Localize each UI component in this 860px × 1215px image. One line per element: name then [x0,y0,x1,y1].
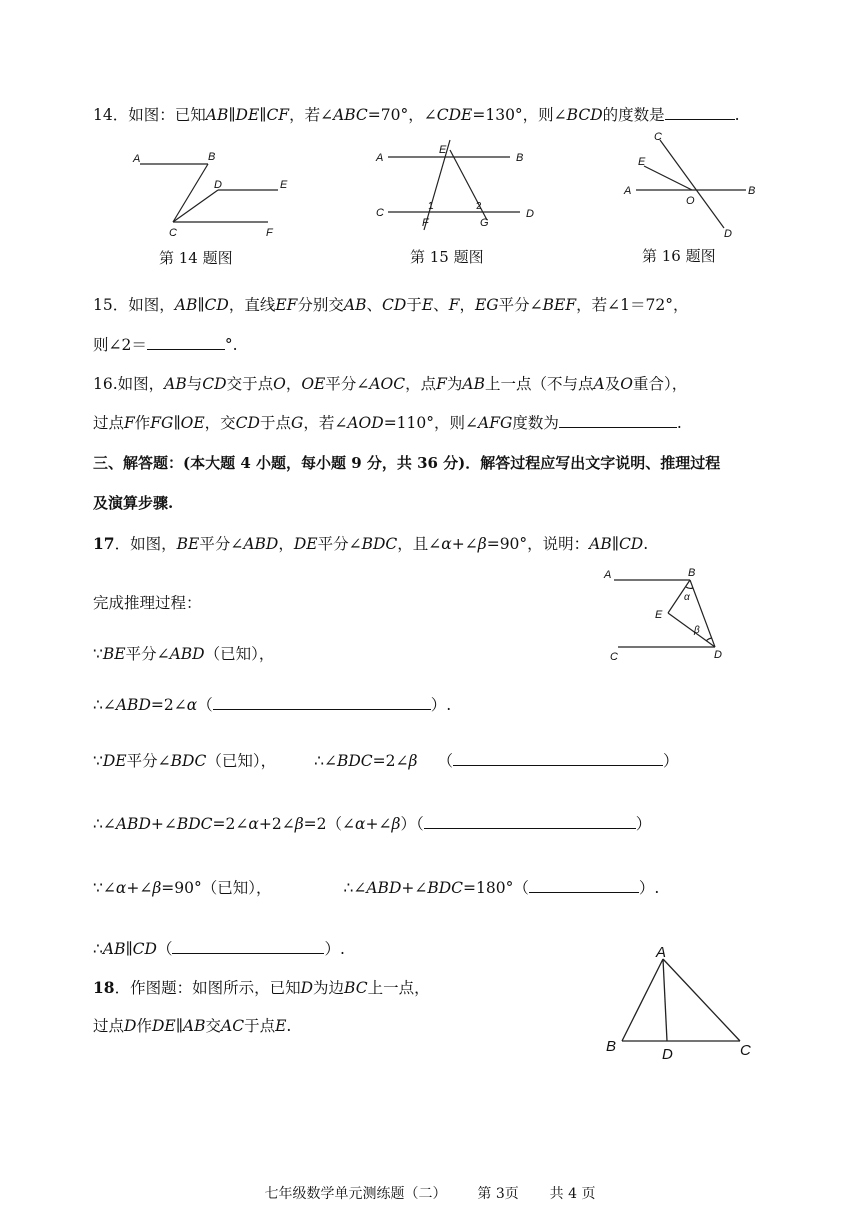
q17-reason-blank-5[interactable] [172,938,324,954]
fig15-label-f: F [422,217,429,229]
q17-reason-blank-1[interactable] [213,694,431,710]
fig17-angle-alpha-arc [686,587,693,588]
fig17-label-b: B [688,567,696,579]
q17-step-5: ∵∠α+∠β=90°（已知）， ∴∠ABD+∠BDC=180°（ ）. [93,879,660,897]
caption-fig14: 第 14 题图 [159,249,233,267]
fig16-label-e: E [638,156,646,168]
q17-reason-blank-2[interactable] [453,750,663,766]
fig17-label-d: D [714,649,722,661]
figure-14 [128,148,308,238]
fig17-line-ed [668,613,715,647]
fig16-label-o: O [686,195,695,207]
caption-fig16: 第 16 题图 [642,247,716,265]
fig15-label-2: 2 [476,201,482,212]
q17-step-6: ∴AB∥CD（ ）. [93,940,345,958]
q17-complete-prompt: 完成推理过程： [93,594,202,612]
figure-16 [620,128,770,238]
fig14-label-b: B [208,151,216,163]
q17-step-3: ∵DE平分∠BDC（已知）， ∴∠BDC=2∠β （ ） [93,752,679,770]
question-17: 17．如图，BE平分∠ABD，DE平分∠BDC，且∠α+∠β=90°，说明：AB∥CD. [93,534,649,553]
question-14: 14．如图：已知AB∥DE∥CF，若∠ABC=70°，∠CDE=130°，则∠BCD的度数是 . [93,106,740,124]
fig18-label-a: A [656,944,667,961]
figure-15 [370,140,550,240]
q17-step-2: ∴∠ABD=2∠α（ ）. [93,696,452,714]
fig17-label-e: E [655,609,663,621]
fig14-label-f: F [266,227,273,239]
fig14-line-cd [173,190,218,222]
fig14-label-d: D [214,179,222,191]
question-15-line1: 15．如图，AB∥CD，直线EF分别交AB、CD于E、F，EG平分∠BEF，若∠1＝72°， [93,296,689,314]
fig15-label-c: C [376,207,384,219]
figure-18 [600,945,770,1065]
fig16-label-d: D [724,228,732,240]
fig17-line-bd [690,580,715,647]
fig15-label-d: D [526,208,534,220]
question-15-line2: 则∠2＝ °. [93,336,238,354]
page-footer [0,1183,860,1203]
fig17-label-alpha: α [684,592,690,603]
question-16-line2: 过点F作FG∥OE，交CD于点G，若∠AOD=110°，则∠AFG度数为 . [93,414,682,432]
q17-step-4: ∴∠ABD+∠BDC=2∠α+2∠β=2（∠α+∠β）（ ） [93,815,652,833]
fig15-label-1: 1 [428,201,434,212]
fig17-label-beta: β [694,625,700,636]
fig17-angle-beta-arc [706,638,712,641]
footer-title: 七年级数学单元测练题（二） [264,1186,447,1202]
fig16-line-cd [660,140,724,228]
fig14-label-a: A [133,153,141,165]
q17-reason-blank-3[interactable] [424,813,636,829]
fig17-label-a: A [604,569,612,581]
fig16-label-a: A [624,185,632,197]
section-3-heading: 三、解答题：(本大题 4 小题，每小题 9 分，共 36 分)．解答过程应写出文字说明、推理过程 [93,454,721,472]
fig14-label-e: E [280,179,288,191]
fig15-label-a: A [376,152,384,164]
question-18-line2: 过点D作DE∥AB交AC于点E. [93,1017,292,1035]
question-16-line1: 16.如图，AB与CD交于点O，OE平分∠AOC，点F为AB上一点（不与点A及O重合）， [93,375,688,393]
question-18-line1: 18．作图题：如图所示，已知D为边BC上一点， [93,978,430,997]
fig14-label-c: C [169,227,177,239]
fig16-line-oe [644,166,692,190]
section-3-heading-line2: 及演算步骤. [93,494,174,512]
answer-blank-16[interactable] [559,412,677,428]
answer-blank-15[interactable] [147,334,225,350]
fig14-line-bc [173,164,208,222]
fig18-line-ac [663,959,740,1041]
fig18-label-b: B [606,1038,617,1055]
caption-fig15: 第 15 题图 [410,248,484,266]
footer-page-number: 第 3页 [477,1186,519,1202]
fig18-line-ad [663,959,667,1041]
fig15-label-g: G [480,217,489,229]
fig16-label-b: B [748,185,756,197]
fig18-line-ab [622,959,663,1041]
answer-blank-14[interactable] [665,104,735,120]
fig18-label-c: C [740,1042,751,1059]
figure-17 [600,565,740,665]
footer-total-pages: 共 4 页 [549,1186,596,1202]
fig17-label-c: C [610,651,618,663]
q17-step-1: ∵BE平分∠ABD（已知）， [93,645,275,663]
fig15-label-e: E [439,144,447,156]
fig15-label-b: B [516,152,524,164]
q17-reason-blank-4[interactable] [529,877,639,893]
fig18-label-d: D [662,1046,673,1063]
fig16-label-c: C [654,131,662,143]
